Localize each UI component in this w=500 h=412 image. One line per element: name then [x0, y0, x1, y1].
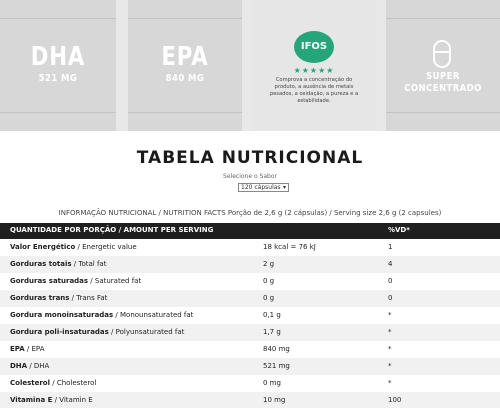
nutrient-name-en: / Trans Fat: [69, 294, 108, 302]
table-row: [0, 392, 500, 408]
super-label: SUPER: [426, 71, 460, 82]
nutrient-name-en: / Energetic value: [75, 243, 137, 251]
star-rating-icon: ★★★★★: [293, 66, 335, 75]
flavor-select-value: 120 cápsulas: [241, 184, 281, 191]
nutrient-name-pt: Gorduras saturadas: [10, 277, 89, 285]
nutrient-vd: 4: [388, 260, 393, 268]
chevron-down-icon: ▾: [282, 184, 286, 191]
table-row: [0, 307, 500, 324]
divider: [128, 112, 242, 113]
nutrient-name-en: / Polyunsaturated fat: [108, 328, 185, 336]
nutrient-vd: *: [388, 345, 392, 353]
concentrado-label: CONCENTRADO: [404, 83, 482, 94]
flavor-prompt: Selecione o Sabor: [223, 173, 277, 180]
nutrient-vd: 1: [388, 243, 393, 251]
table-row: [0, 341, 500, 358]
nutrient-name-en: / Monounsaturated fat: [113, 311, 194, 319]
nutrient-name-pt: Valor Energético: [10, 243, 76, 251]
nutrient-amount: 2 g: [263, 260, 275, 268]
table-row: [0, 375, 500, 392]
header-vd: %VD*: [388, 226, 410, 234]
nutrient-amount: 840 mg: [263, 345, 290, 353]
divider: [0, 112, 116, 113]
divider: [386, 18, 500, 19]
divider: [386, 112, 500, 113]
nutrient-vd: 0: [388, 294, 393, 302]
ifos-tile: [252, 0, 376, 131]
epa-amount: 840 MG: [165, 73, 205, 84]
nutrient-amount: 1,7 g: [263, 328, 281, 336]
flavor-select[interactable]: [238, 183, 289, 192]
nutrient-amount: 0 g: [263, 294, 275, 302]
nutrition-info-line: INFORMAÇÃO NUTRICIONAL / NUTRITION FACTS Porção de 2,6 g (2 cápsulas) / Serving size 2,6 g (2 capsules): [58, 209, 442, 217]
ifos-logo: IFOS: [294, 31, 334, 63]
nutrient-name-en: / DHA: [27, 362, 50, 370]
table-row: [0, 358, 500, 375]
nutrient-amount: 0 mg: [263, 379, 281, 387]
feature-strip: [0, 0, 500, 131]
table-row: [0, 290, 500, 307]
divider: [128, 18, 242, 19]
nutrient-name-en: / Cholesterol: [50, 379, 97, 387]
nutrient-name-pt: Colesterol: [10, 379, 51, 387]
nutrient-name-pt: Gorduras totais: [10, 260, 72, 268]
nutrient-name-pt: Vitamina E: [10, 396, 53, 404]
super-concentrado-tile: [386, 0, 500, 131]
nutrient-name-en: / Saturated fat: [88, 277, 142, 285]
nutrient-amount: 521 mg: [263, 362, 290, 370]
ifos-caption: Comprova a concentração do produto, a ausência de metais pesados, a oxidação, a pureza e a estabilidade.: [269, 77, 359, 104]
nutrient-name-pt: Gordura poli-insaturadas: [10, 328, 109, 336]
table-row: [0, 256, 500, 273]
table-header: [0, 223, 500, 239]
dha-tile: [0, 0, 116, 131]
nutrient-amount: 0,1 g: [263, 311, 281, 319]
nutrient-vd: *: [388, 311, 392, 319]
epa-tile: [128, 0, 242, 131]
table-row: [0, 324, 500, 341]
nutrient-name-en: / EPA: [24, 345, 45, 353]
nutrient-vd: 100: [388, 396, 402, 404]
divider: [0, 18, 116, 19]
dha-title: DHA: [30, 42, 86, 72]
nutrient-name-pt: Gorduras trans: [10, 294, 70, 302]
nutrient-vd: *: [388, 379, 392, 387]
capsule-icon: [433, 40, 451, 68]
nutrient-name-pt: DHA: [10, 362, 28, 370]
nutrient-name-pt: EPA: [10, 345, 25, 353]
nutrient-vd: 0: [388, 277, 393, 285]
table-row: [0, 273, 500, 290]
nutrient-name-en: / Total fat: [71, 260, 107, 268]
page-title: TABELA NUTRICIONAL: [136, 148, 364, 168]
nutrient-name-en: / Vitamin E: [52, 396, 93, 404]
nutrient-amount: 10 mg: [263, 396, 286, 404]
nutrient-amount: 0 g: [263, 277, 275, 285]
header-name: QUANTIDADE POR PORÇÃO / AMOUNT PER SERVING: [10, 226, 214, 234]
nutrient-amount: 18 kcal = 76 kJ: [263, 243, 316, 251]
epa-title: EPA: [161, 42, 209, 72]
table-row: [0, 239, 500, 256]
nutrient-vd: *: [388, 328, 392, 336]
nutrient-vd: *: [388, 362, 392, 370]
dha-amount: 521 MG: [38, 73, 78, 84]
nutrient-name-pt: Gordura monoinsaturadas: [10, 311, 114, 319]
